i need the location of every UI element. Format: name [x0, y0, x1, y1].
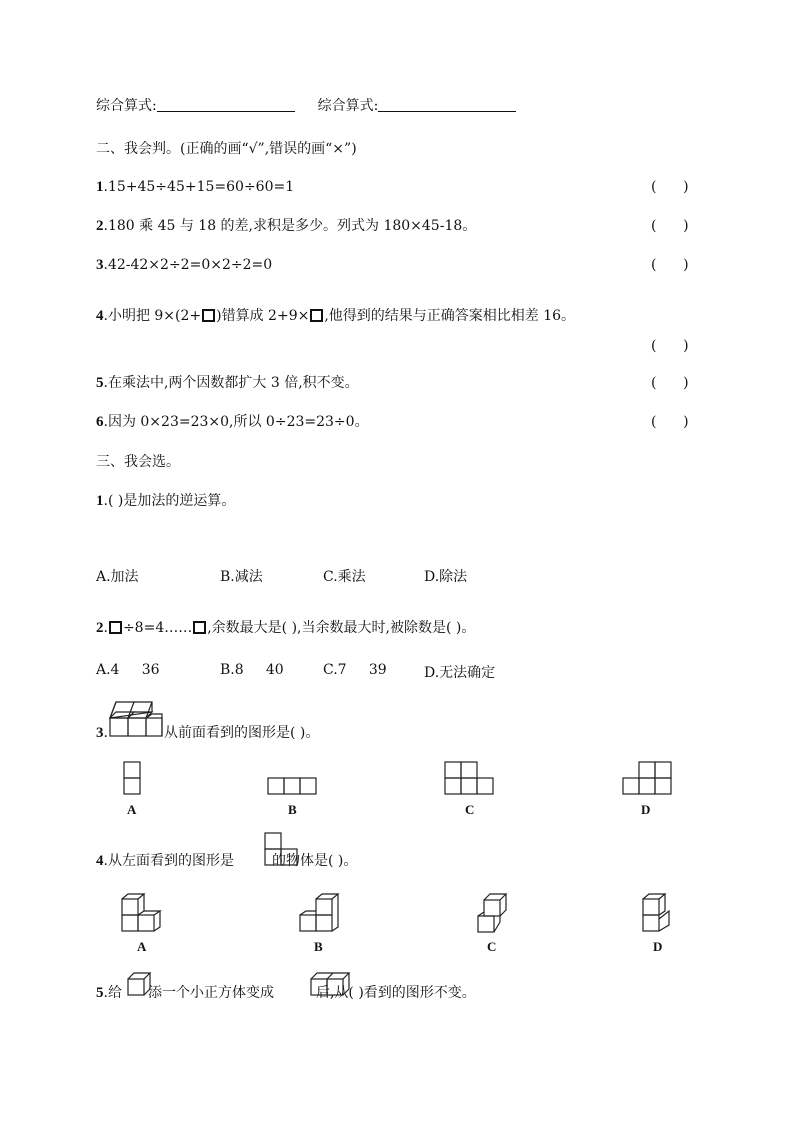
left-view-figure-icon — [264, 832, 300, 868]
choice-q3: 3. 从前面看到的图形是( )。 — [96, 725, 320, 741]
formula-blank-2[interactable] — [378, 97, 516, 112]
answer-paren-6[interactable]: ( ) — [651, 414, 689, 430]
q1-option-d[interactable]: D.除法 — [424, 569, 468, 585]
view-option-d-figure[interactable] — [622, 761, 674, 795]
q4-label-c: C — [487, 939, 497, 954]
formula-label-1: 综合算式: — [96, 98, 157, 114]
q3-label-b: B — [288, 802, 297, 817]
blank-box-icon — [202, 309, 215, 322]
q3-label-d: D — [641, 802, 651, 817]
choice-q4: 4.从左面看到的图形是 的物体是( )。 — [96, 853, 358, 869]
blank-box-icon — [193, 621, 206, 634]
choice-q2: 2. ÷8=4…… ,余数最大是( ),当余数最大时,被除数是( )。 — [96, 620, 476, 636]
object-option-d-figure[interactable] — [641, 893, 675, 935]
answer-paren-3[interactable]: ( ) — [651, 257, 689, 273]
q2-option-d[interactable]: D.无法确定 — [424, 665, 496, 681]
answer-paren-5[interactable]: ( ) — [651, 375, 689, 391]
judge-item-3: 3.42-42×2÷2=0×2÷2=0 — [96, 257, 273, 273]
answer-paren-2[interactable]: ( ) — [651, 218, 689, 234]
double-cube-figure-icon — [309, 971, 353, 999]
judge-item-2: 2.180 乘 45 与 18 的差,求积是多少。列式为 180×45-18。 — [96, 218, 477, 234]
view-option-b-figure[interactable] — [267, 777, 319, 795]
q4-label-a: A — [137, 939, 147, 954]
q4-label-d: D — [653, 939, 663, 954]
view-option-a-figure[interactable] — [123, 761, 143, 795]
blank-box-icon — [310, 309, 323, 322]
object-option-b-figure[interactable] — [298, 893, 342, 935]
object-option-a-figure[interactable] — [120, 893, 164, 935]
section3-title: 三、我会选。 — [96, 454, 180, 470]
judge-item-5: 5.在乘法中,两个因数都扩大 3 倍,积不变。 — [96, 375, 359, 391]
judge-item-4: 4.小明把 9×(2+ )错算成 2+9× ,他得到的结果与正确答案相比相差 16。 — [96, 308, 576, 324]
q1-option-c[interactable]: C.乘法 — [323, 569, 366, 585]
formula-row — [96, 96, 516, 116]
view-option-c-figure[interactable] — [444, 761, 496, 795]
answer-paren-4[interactable]: ( ) — [651, 338, 689, 354]
q3-label-c: C — [465, 802, 475, 817]
judge-item-1: 1.15+45÷45+15=60÷60=1 — [96, 179, 295, 195]
blank-box-icon — [109, 621, 122, 634]
choice-q1: 1.( )是加法的逆运算。 — [96, 493, 236, 509]
choice-q5: 5.给 添一个小正方体变成 后,从( )看到的图形不变。 — [96, 985, 476, 1001]
formula-blank-1[interactable] — [157, 97, 295, 112]
q2-option-c[interactable]: C.7 39 — [323, 662, 387, 678]
q4-label-b: B — [314, 939, 323, 954]
q2-option-b[interactable]: B.8 40 — [220, 662, 284, 678]
q1-option-a[interactable]: A.加法 — [96, 569, 139, 585]
single-cube-figure-icon — [126, 971, 152, 999]
answer-paren-1[interactable]: ( ) — [651, 179, 689, 195]
formula-label-2: 综合算式: — [317, 98, 379, 114]
q1-option-b[interactable]: B.减法 — [220, 569, 263, 585]
judge-item-6: 6.因为 0×23=23×0,所以 0÷23=23÷0。 — [96, 414, 369, 430]
q3-label-a: A — [127, 802, 137, 817]
section2-title: 二、我会判。(正确的画“√”,错误的画“×”) — [96, 141, 357, 157]
cube-stack-figure-icon — [108, 700, 164, 740]
object-option-c-figure[interactable] — [476, 888, 510, 936]
q2-option-a[interactable]: A.4 36 — [96, 662, 160, 678]
